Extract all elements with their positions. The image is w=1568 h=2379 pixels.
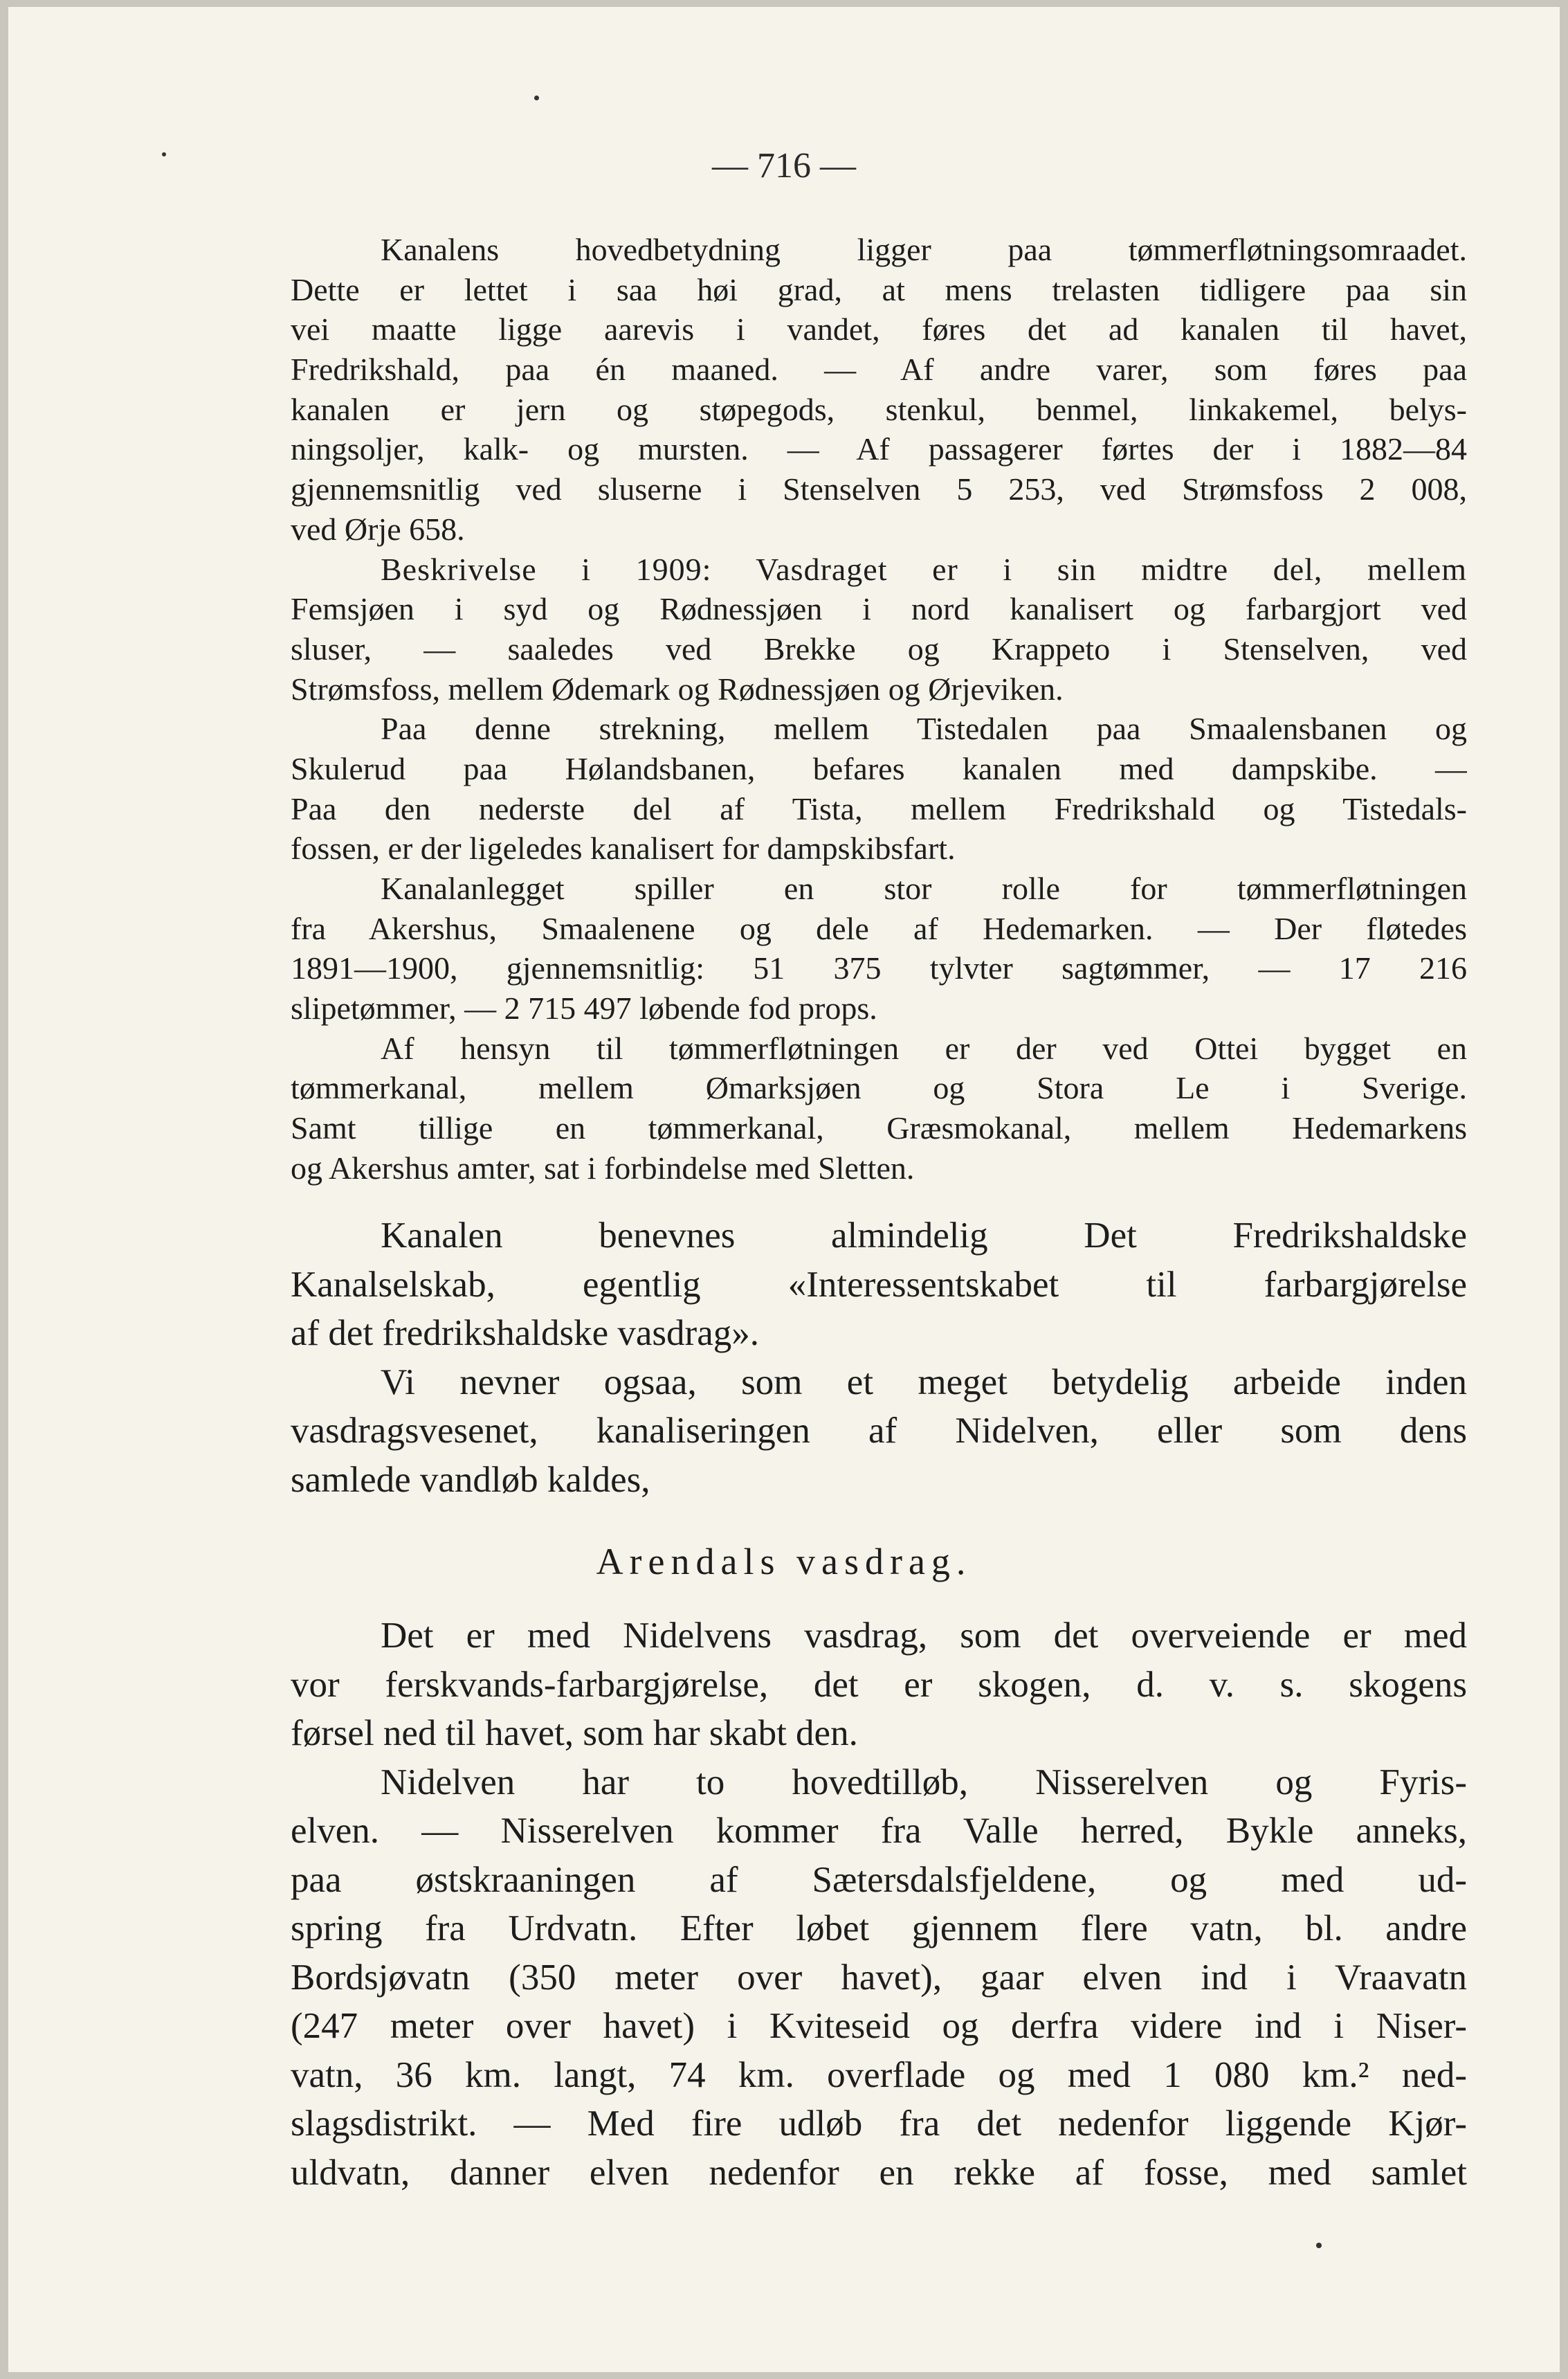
text-line: Kanalens hovedbetydning ligger paa tømmerfløtningsomraadet.	[381, 232, 1467, 267]
body-text-large-2	[291, 1611, 1467, 2197]
text-line: slagsdistrikt. — Med fire udløb fra det nedenfor liggende Kjør-	[291, 2104, 1467, 2144]
ink-speck	[534, 96, 539, 100]
text-line: elven. — Nisserelven kommer fra Valle herred, Bykle anneks,	[291, 1811, 1467, 1851]
text-line: gjennemsnitlig ved sluserne i Stenselven 5 253, ved Strømsfoss 2 008,	[291, 471, 1467, 507]
text-line: paa østskraaningen af Sætersdalsfjeldene, og med ud-	[291, 1859, 1467, 1900]
text-line: vasdragsvesenet, kanaliseringen af Nidelven, eller som dens	[291, 1411, 1467, 1451]
text-line: samlede vandløb kaldes,	[291, 1459, 650, 1500]
text-line: og Akershus amter, sat i forbindelse med Sletten.	[291, 1150, 915, 1186]
text-line: spring fra Urdvatn. Efter løbet gjennem flere vatn, bl. andre	[291, 1908, 1467, 1948]
text-line: Dette er lettet i saa høi grad, at mens trelasten tidligere paa sin	[291, 271, 1467, 307]
text-line: Skulerud paa Hølandsbanen, befares kanalen med dampskibe. —	[291, 750, 1467, 786]
text-line: af det fredrikshaldske vasdrag».	[291, 1313, 759, 1353]
text-line: slipetømmer, — 2 715 497 løbende fod props.	[291, 991, 877, 1026]
text-line: Beskrivelse i 1909: Vasdraget er i sin midtre del, mellem	[381, 551, 1467, 587]
text-line: vor ferskvands-farbargjørelse, det er skogen, d. v. s. skogens	[291, 1664, 1467, 1705]
text-line: fra Akershus, Smaalenene og dele af Hedemarken. — Der fløtedes	[291, 910, 1467, 946]
text-line: Strømsfoss, mellem Ødemark og Rødnessjøen og Ørjeviken.	[291, 671, 1064, 707]
text-line: sluser, — saaledes ved Brekke og Krappeto i Stenselven, ved	[291, 631, 1467, 667]
text-line: (247 meter over havet) i Kviteseid og derfra videre ind i Niser-	[291, 2006, 1467, 2046]
text-line: Kanalen benevnes almindelig Det Fredrikshaldske	[381, 1215, 1467, 1256]
text-line: Af hensyn til tømmerfløtningen er der ved Ottei bygget en	[381, 1030, 1467, 1066]
text-line: Kanalanlegget spiller en stor rolle for tømmerfløtningen	[381, 871, 1467, 906]
text-line: førsel ned til havet, som har skabt den.	[291, 1713, 858, 1753]
text-line: vei maatte ligge aarevis i vandet, føres det ad kanalen til havet,	[291, 311, 1467, 347]
text-line: kanalen er jern og støpegods, stenkul, benmel, linkakemel, belys-	[291, 391, 1467, 427]
text-line: Femsjøen i syd og Rødnessjøen i nord kanalisert og farbargjort ved	[291, 591, 1467, 627]
scanned-page	[8, 7, 1560, 2372]
text-line: fossen, er der ligeledes kanalisert for dampskibsfart.	[291, 831, 956, 867]
text-line: Det er med Nidelvens vasdrag, som det overveiende er med	[381, 1616, 1467, 1656]
text-line: Paa denne strekning, mellem Tistedalen paa Smaalensbanen og	[381, 711, 1467, 747]
text-line: ningsoljer, kalk- og mursten. — Af passagerer førtes der i 1882—84	[291, 431, 1467, 467]
text-line: Kanalselskab, egentlig «Interessentskabet til farbargjørelse	[291, 1264, 1467, 1305]
body-text-small	[291, 230, 1467, 1188]
text-line: uldvatn, danner elven nedenfor en rekke af fosse, med samlet	[291, 2152, 1467, 2193]
text-line: 1891—1900, gjennemsnitlig: 51 375 tylvter sagtømmer, — 17 216	[291, 950, 1467, 986]
text-line: Vi nevner ogsaa, som et meget betydelig arbeide inden	[381, 1362, 1467, 1402]
body-text-large	[291, 1211, 1467, 1504]
text-line: Nidelven har to hovedtilløb, Nisserelven og Fyris-	[381, 1762, 1467, 1802]
text-line: Samt tillige en tømmerkanal, Græsmokanal, mellem Hedemarkens	[291, 1110, 1467, 1146]
page-number: — 716 —	[712, 146, 856, 186]
text-line: vatn, 36 km. langt, 74 km. overflade og med 1 080 km.² ned-	[291, 2054, 1467, 2095]
ink-speck	[1316, 2243, 1322, 2248]
section-heading: Arendals vasdrag.	[596, 1541, 972, 1582]
text-line: ved Ørje 658.	[291, 511, 465, 547]
text-line: Paa den nederste del af Tista, mellem Fredrikshald og Tistedals-	[291, 790, 1467, 826]
text-line: Bordsjøvatn (350 meter over havet), gaar elven ind i Vraavatn	[291, 1957, 1467, 1998]
text-line: Fredrikshald, paa én maaned. — Af andre varer, som føres paa	[291, 352, 1467, 388]
text-line: tømmerkanal, mellem Ømarksjøen og Stora Le i Sverige.	[291, 1070, 1467, 1106]
